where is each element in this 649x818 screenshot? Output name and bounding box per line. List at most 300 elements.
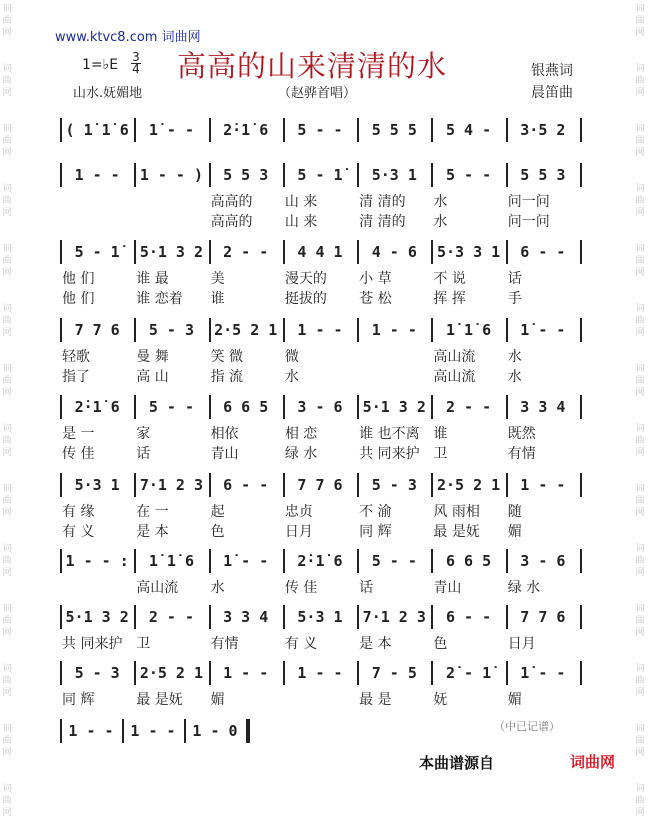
barline: [357, 473, 359, 497]
barline: [60, 118, 62, 142]
time-signature: [130, 52, 142, 75]
time-sig-bottom: 4: [132, 62, 140, 76]
lyric-segment: 既然: [507, 426, 536, 442]
barline: [134, 473, 136, 497]
watermark-glyph: 网: [635, 688, 645, 698]
lyric-segment: 共 同来护: [62, 636, 123, 652]
lyric-segment: 起: [210, 504, 225, 520]
measure: 2 - -: [148, 608, 194, 626]
watermark-glyph: 曲: [635, 556, 645, 566]
lyric-segment: 山 来: [284, 194, 318, 210]
lyric-segment: 最 是妩: [136, 692, 183, 708]
watermark-glyph: 网: [635, 628, 645, 638]
barline: [506, 661, 508, 685]
barline: [134, 318, 136, 342]
watermark-glyph: 词: [2, 124, 12, 134]
watermark-glyph: 词: [635, 64, 645, 74]
lyric-segment: 美: [210, 271, 225, 287]
watermark-glyph: 网: [635, 28, 645, 38]
watermark-glyph: 网: [2, 628, 12, 638]
watermark-glyph: 网: [2, 28, 12, 38]
barline: [134, 549, 136, 573]
barline: [283, 395, 285, 419]
lyric-segment: 传 佳: [284, 580, 318, 596]
measure: 4 - 6: [371, 243, 417, 261]
watermark-glyph: 词: [2, 784, 12, 794]
lyric-segment: 高山流: [433, 369, 476, 385]
measure: 1 - 0: [192, 722, 238, 740]
lyric-segment: 媚: [507, 524, 522, 540]
barline: [580, 395, 582, 419]
lyric-segment: 有情: [507, 446, 536, 462]
notation-row: [60, 661, 580, 708]
measure: 5·3 1: [371, 166, 417, 184]
measure: 5·1 3 2: [362, 398, 426, 416]
watermark-glyph: 网: [2, 148, 12, 158]
lyric-segment: [285, 689, 355, 709]
watermark-glyph: 词: [635, 424, 645, 434]
measure: 6 - -: [223, 476, 269, 494]
watermark-glyph: 曲: [2, 16, 12, 26]
lyric-segment: 指 流: [210, 369, 244, 385]
measure: 2·5 2 1: [214, 321, 278, 339]
watermark-glyph: 网: [635, 568, 645, 578]
watermark-glyph: 曲: [635, 676, 645, 686]
barline: [431, 318, 433, 342]
measure: 7 - 5: [371, 664, 417, 682]
lyric-segment: 相 恋: [284, 426, 318, 442]
lyric-segment: 谁: [433, 426, 448, 442]
watermark-glyph: 曲: [635, 316, 645, 326]
watermark-glyph: 曲: [635, 256, 645, 266]
lyric-segment: 风 雨相: [433, 504, 480, 520]
key-signature: 1=♭E: [82, 57, 119, 73]
lyric-segment: 水: [433, 214, 448, 230]
site-logo[interactable]: 词曲网: [570, 753, 616, 771]
lyric-segment: 谁 最: [136, 271, 169, 287]
measure: 3 - 6: [297, 398, 343, 416]
measure: 5 - -: [297, 121, 343, 139]
measure: 2·5 2 1: [139, 664, 204, 682]
barline: [506, 118, 508, 142]
lyric-segment: 山 来: [284, 214, 318, 230]
watermark-glyph: 网: [2, 388, 12, 398]
barline: [357, 605, 359, 629]
barline: [283, 240, 285, 264]
lyric-segment: 卫: [433, 446, 448, 462]
notation-row: [60, 549, 580, 596]
lyric-segment: 高山流: [136, 580, 179, 596]
barline: [209, 163, 211, 187]
lyric-segment: 手: [507, 291, 522, 307]
barline: [134, 163, 136, 187]
barline: [357, 395, 359, 419]
barline: [431, 118, 433, 142]
barline: [134, 240, 136, 264]
lyric-segment: 指了: [62, 369, 90, 385]
watermark-glyph: 曲: [635, 496, 645, 506]
lyric-segment: 挥 挥: [433, 291, 466, 307]
watermark-glyph: 词: [635, 724, 645, 734]
measure: 6 6 5: [223, 398, 269, 416]
lyric-segment: 媚: [210, 692, 225, 708]
lyric-segment: 随: [507, 504, 522, 520]
barline: [580, 605, 582, 629]
barline: [60, 163, 62, 187]
barline: [580, 473, 582, 497]
barline: [580, 661, 582, 685]
lyric-segment: 是 一: [62, 426, 95, 442]
notation-row: [60, 118, 580, 144]
lyric-segment: [62, 191, 132, 211]
measure: 6 6 5: [445, 552, 492, 570]
site-url[interactable]: www.ktvc8.com 词曲网: [55, 30, 201, 45]
barline: [431, 473, 433, 497]
measure: 5 5 5: [371, 121, 417, 139]
lyric-segment: 在 一: [136, 504, 169, 520]
lyric-segment: 卫: [136, 636, 151, 652]
notation-row: [60, 163, 580, 230]
watermark-glyph: 词: [2, 604, 12, 614]
watermark-glyph: 曲: [635, 16, 645, 26]
notation-row: [60, 318, 580, 385]
lyric-segment: 最 是妩: [433, 524, 480, 540]
barline: [357, 118, 359, 142]
watermark-glyph: 曲: [635, 376, 645, 386]
barline: [134, 395, 136, 419]
barline: [209, 549, 211, 573]
barline: [283, 318, 285, 342]
watermark-glyph: 词: [635, 4, 645, 14]
watermark-glyph: 网: [2, 268, 12, 278]
lyric-segment: 话: [136, 446, 151, 462]
watermark-glyph: 网: [2, 448, 12, 458]
barline: [506, 605, 508, 629]
watermark-glyph: 词: [635, 184, 645, 194]
barline: [283, 605, 285, 629]
barline: [134, 118, 136, 142]
barline: [283, 549, 285, 573]
watermark-glyph: 网: [635, 508, 645, 518]
lyric-segment: [136, 191, 206, 211]
barline: [283, 661, 285, 685]
lyric-segment: 高高的: [210, 194, 253, 210]
lyric-segment: 谁 也不离: [359, 426, 420, 442]
notation-row: [60, 605, 580, 652]
measure: 3 3 4: [223, 608, 269, 626]
measure: 5·3 3 1: [436, 243, 501, 261]
lyric-segment: 微: [284, 349, 299, 365]
lyric-segment: 轻歌: [62, 349, 90, 365]
watermark-glyph: 曲: [2, 736, 12, 746]
barline: [209, 395, 211, 419]
measure: 6 - -: [520, 243, 566, 261]
watermark-glyph: 词: [635, 544, 645, 554]
barline: [60, 719, 62, 743]
barline: [506, 163, 508, 187]
watermark-glyph: 词: [2, 4, 12, 14]
lyric-segment: 青山: [433, 580, 462, 596]
lyric-segment: [359, 366, 429, 386]
measure: 5 - -: [148, 398, 194, 416]
measure: 1̇ 1̇ 6: [148, 552, 194, 570]
watermark-glyph: 曲: [2, 376, 12, 386]
lyric-segment: 同 辉: [359, 524, 392, 540]
measure: 5 - 3: [148, 321, 194, 339]
measure: 5 - 1̇: [297, 166, 343, 184]
measure: 7 7 6: [520, 608, 566, 626]
composer-credit: 晨笛曲: [531, 85, 573, 101]
watermark-glyph: 词: [2, 484, 12, 494]
barline: [60, 549, 62, 573]
lyric-segment: 忠贞: [284, 504, 313, 520]
style-note: 山水.妩媚地: [73, 86, 143, 101]
lyric-segment: 青山: [210, 446, 239, 462]
barline: [60, 661, 62, 685]
barline: [357, 318, 359, 342]
watermark-glyph: 网: [2, 808, 12, 818]
measure: 5 5 3: [520, 166, 566, 184]
watermark-glyph: 曲: [2, 196, 12, 206]
lyric-segment: 清 清的: [359, 214, 406, 230]
barline: [209, 118, 211, 142]
lyric-segment: 水: [507, 349, 522, 365]
lyric-segment: 是 本: [359, 636, 392, 652]
barline: [246, 719, 250, 743]
measure: 1̇ 1̇ 6: [445, 321, 492, 339]
barline: [431, 395, 433, 419]
watermark-glyph: 曲: [635, 136, 645, 146]
lyric-segment: 妩: [433, 692, 448, 708]
barline: [209, 661, 211, 685]
lyric-segment: 有情: [210, 636, 239, 652]
measure: 5·1 3 2: [139, 243, 204, 261]
lyric-segment: 同 辉: [62, 692, 95, 708]
lyric-segment: 高山流: [433, 349, 476, 365]
lyric-segment: 谁: [210, 291, 225, 307]
notation-row: [60, 240, 580, 307]
right-watermark-strip: [633, 0, 647, 818]
lyric-segment: [359, 346, 429, 366]
barline: [580, 118, 582, 142]
measure: 7 7 6: [297, 476, 343, 494]
lyric-segment: 笑 微: [210, 349, 244, 365]
watermark-glyph: 词: [2, 304, 12, 314]
notation-row: [60, 395, 580, 462]
barline: [431, 163, 433, 187]
barline: [134, 605, 136, 629]
lyric-segment: 问一问: [507, 214, 550, 230]
measure: 1 - -: [297, 664, 343, 682]
lyric-segment: [62, 577, 132, 597]
watermark-glyph: 词: [2, 184, 12, 194]
barline: [580, 240, 582, 264]
watermark-glyph: 词: [635, 124, 645, 134]
watermark-glyph: 词: [635, 484, 645, 494]
lyric-segment: 有 缘: [62, 504, 95, 520]
measure: 1̇ - -: [520, 664, 566, 682]
lyricist-credit: 银燕词: [531, 63, 573, 79]
measure: 5·1 3 2: [65, 608, 129, 626]
barline: [357, 661, 359, 685]
measure: 1 - -: [68, 722, 114, 740]
watermark-glyph: 曲: [635, 796, 645, 806]
watermark-glyph: 词: [2, 724, 12, 734]
measure: 5 - 1̇: [74, 243, 120, 261]
measure: 2̇·1̇ 6: [223, 121, 269, 139]
watermark-glyph: 词: [2, 364, 12, 374]
measure: 1̇ - -: [223, 552, 269, 570]
watermark-glyph: 曲: [635, 76, 645, 86]
measure: 4 4 1: [297, 243, 343, 261]
lyric-segment: 相依: [210, 426, 239, 442]
measure: 2̇ - 1̇: [445, 664, 492, 682]
lyric-segment: 话: [359, 580, 374, 596]
watermark-glyph: 网: [2, 88, 12, 98]
watermark-glyph: 网: [2, 748, 12, 758]
lyric-segment: 最 是: [359, 692, 392, 708]
watermark-glyph: 网: [635, 748, 645, 758]
measure: 5 - 3: [74, 664, 120, 682]
measure: 5 - -: [445, 166, 492, 184]
notation-row: [60, 473, 580, 540]
watermark-glyph: 曲: [2, 76, 12, 86]
barline: [209, 473, 211, 497]
lyric-segment: 不 渝: [359, 504, 392, 520]
watermark-glyph: 曲: [2, 496, 12, 506]
watermark-glyph: 网: [635, 148, 645, 158]
watermark-glyph: 曲: [2, 556, 12, 566]
measure: 3 3 4: [520, 398, 566, 416]
watermark-glyph: 网: [635, 88, 645, 98]
measure: 7 7 6: [74, 321, 120, 339]
barline: [506, 395, 508, 419]
measure: 1 - - ): [139, 166, 204, 184]
lyric-segment: 是 本: [136, 524, 169, 540]
lyric-segment: 苍 松: [359, 291, 392, 307]
watermark-glyph: 曲: [2, 136, 12, 146]
measure: 5·3 1: [297, 608, 343, 626]
barline: [431, 240, 433, 264]
barline: [283, 473, 285, 497]
watermark-glyph: 曲: [2, 316, 12, 326]
lyric-segment: 水: [433, 194, 448, 210]
watermark-glyph: 网: [2, 208, 12, 218]
lyric-segment: 清 清的: [359, 194, 406, 210]
barline: [357, 240, 359, 264]
measure: 1 - -: [130, 722, 176, 740]
measure: 2̇·1̇ 6: [74, 398, 120, 416]
watermark-glyph: 曲: [2, 256, 12, 266]
lyric-segment: 有 义: [62, 524, 95, 540]
watermark-glyph: 词: [635, 244, 645, 254]
measure: 2̇·1̇ 6: [297, 552, 343, 570]
lyric-segment: 传 佳: [62, 446, 95, 462]
watermark-glyph: 词: [2, 664, 12, 674]
measure: 1 - -: [371, 321, 417, 339]
watermark-glyph: 网: [2, 508, 12, 518]
lyric-segment: 色: [433, 636, 448, 652]
barline: [357, 549, 359, 573]
barline: [60, 240, 62, 264]
bottom-note: （中已记谱）: [494, 720, 560, 733]
lyric-segment: 不 说: [433, 271, 466, 287]
watermark-glyph: 曲: [2, 436, 12, 446]
watermark-glyph: 网: [635, 448, 645, 458]
measure: 5 5 3: [223, 166, 269, 184]
barline: [283, 118, 285, 142]
barline: [506, 318, 508, 342]
lyric-segment: 他 们: [62, 291, 95, 307]
measure: ( 1̇ 1̇ 6: [65, 121, 129, 139]
watermark-glyph: 网: [635, 328, 645, 338]
measure: 1 - -: [297, 321, 343, 339]
lyric-segment: 色: [210, 524, 225, 540]
watermark-glyph: 词: [635, 784, 645, 794]
watermark-glyph: 网: [635, 268, 645, 278]
barline: [209, 605, 211, 629]
barline: [580, 549, 582, 573]
barline: [580, 163, 582, 187]
measure: 2 - -: [445, 398, 492, 416]
lyric-segment: 水: [284, 369, 299, 385]
watermark-glyph: 网: [2, 328, 12, 338]
measure: 1 - -: [74, 166, 120, 184]
barline: [283, 163, 285, 187]
measure: 7·1 2 3: [362, 608, 426, 626]
watermark-glyph: 曲: [635, 736, 645, 746]
watermark-glyph: 网: [635, 808, 645, 818]
lyric-segment: 话: [507, 271, 522, 287]
singer-note: （赵骅首唱）: [278, 86, 357, 101]
source-label: 本曲谱源自: [419, 754, 495, 772]
barline: [60, 605, 62, 629]
lyric-segment: 问一问: [507, 194, 550, 210]
measure: 5 - 3: [371, 476, 417, 494]
watermark-glyph: 词: [2, 244, 12, 254]
measure: 5 - -: [371, 552, 417, 570]
lyric-segment: 有 义: [284, 636, 318, 652]
lyric-segment: 挺拔的: [284, 291, 327, 307]
lyric-segment: 绿 水: [507, 580, 541, 596]
barline: [431, 549, 433, 573]
watermark-glyph: 词: [635, 604, 645, 614]
watermark-glyph: 网: [2, 568, 12, 578]
measure: 1 - -: [520, 476, 566, 494]
measure: 1 - - :: [65, 552, 129, 570]
barline: [431, 661, 433, 685]
measure: 5·3 1: [74, 476, 120, 494]
barline: [134, 661, 136, 685]
lyric-segment: 漫天的: [284, 271, 327, 287]
watermark-glyph: 曲: [635, 436, 645, 446]
lyric-segment: 高高的: [210, 214, 253, 230]
measure: 1̇ - -: [520, 321, 566, 339]
lyric-segment: [136, 211, 206, 231]
barline: [60, 395, 62, 419]
measure: 3·5 2: [520, 121, 566, 139]
measure: 3 - 6: [520, 552, 566, 570]
watermark-glyph: 词: [635, 364, 645, 374]
barline: [506, 473, 508, 497]
watermark-glyph: 网: [2, 688, 12, 698]
lyric-segment: 谁 恋着: [136, 291, 183, 307]
measure: 2 - -: [223, 243, 269, 261]
barline: [60, 473, 62, 497]
measure: 1 - -: [223, 664, 269, 682]
barline: [506, 240, 508, 264]
barline: [506, 549, 508, 573]
